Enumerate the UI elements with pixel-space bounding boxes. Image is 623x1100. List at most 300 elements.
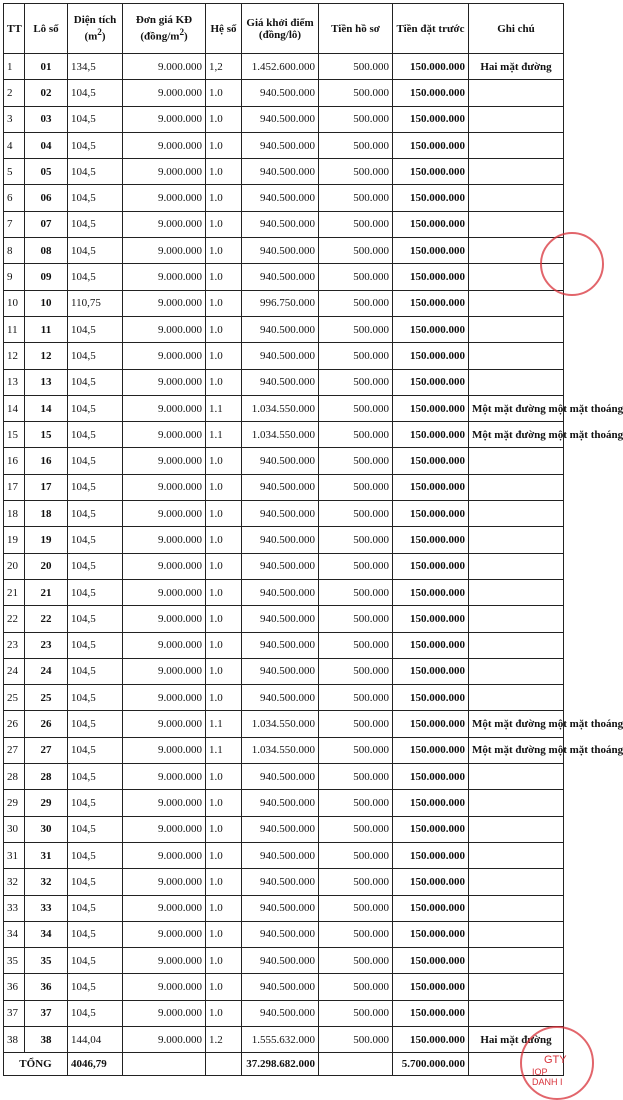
cell-unit-price: 9.000.000 — [123, 816, 206, 842]
cell-tt: 1 — [4, 54, 25, 80]
cell-area: 104,5 — [68, 343, 123, 369]
table-row — [4, 737, 564, 763]
cell-area: 134,5 — [68, 54, 123, 80]
header-lot: Lô số — [25, 4, 68, 54]
cell-coefficient: 1.0 — [206, 948, 242, 974]
cell-file-fee: 500.000 — [319, 343, 393, 369]
cell-start-price: 1.452.600.000 — [242, 54, 319, 80]
cell-deposit: 150.000.000 — [393, 764, 469, 790]
cell-area: 104,5 — [68, 474, 123, 500]
cell-tt: 21 — [4, 579, 25, 605]
cell-tt: 16 — [4, 448, 25, 474]
cell-unit-price: 9.000.000 — [123, 80, 206, 106]
cell-start-price: 940.500.000 — [242, 895, 319, 921]
cell-file-fee: 500.000 — [319, 790, 393, 816]
cell-lot: 14 — [25, 395, 68, 421]
cell-file-fee: 500.000 — [319, 264, 393, 290]
cell-note: Một mặt đường một mặt thoáng — [469, 711, 564, 737]
cell-start-price: 940.500.000 — [242, 579, 319, 605]
table-row — [4, 132, 564, 158]
cell-lot: 19 — [25, 527, 68, 553]
cell-area: 104,5 — [68, 211, 123, 237]
cell-unit-price: 9.000.000 — [123, 211, 206, 237]
cell-coefficient: 1.0 — [206, 869, 242, 895]
cell-area: 104,5 — [68, 501, 123, 527]
cell-area: 104,5 — [68, 316, 123, 342]
cell-area: 104,5 — [68, 974, 123, 1000]
cell-file-fee: 500.000 — [319, 395, 393, 421]
cell-file-fee: 500.000 — [319, 711, 393, 737]
cell-file-fee: 500.000 — [319, 974, 393, 1000]
cell-area: 104,5 — [68, 527, 123, 553]
cell-note: Hai mặt đường — [469, 1026, 564, 1052]
cell-start-price: 940.500.000 — [242, 343, 319, 369]
cell-file-fee: 500.000 — [319, 685, 393, 711]
cell-start-price: 940.500.000 — [242, 527, 319, 553]
table-row — [4, 501, 564, 527]
cell-file-fee: 500.000 — [319, 816, 393, 842]
cell-note — [469, 579, 564, 605]
cell-note — [469, 790, 564, 816]
cell-lot: 07 — [25, 211, 68, 237]
cell-file-fee: 500.000 — [319, 895, 393, 921]
cell-area: 104,5 — [68, 369, 123, 395]
cell-lot: 09 — [25, 264, 68, 290]
cell-unit-price: 9.000.000 — [123, 869, 206, 895]
cell-lot: 05 — [25, 159, 68, 185]
cell-tt: 25 — [4, 685, 25, 711]
cell-area: 104,5 — [68, 238, 123, 264]
cell-coefficient: 1.1 — [206, 395, 242, 421]
header-tt: TT — [4, 4, 25, 54]
cell-unit-price: 9.000.000 — [123, 1026, 206, 1052]
cell-unit-price: 9.000.000 — [123, 54, 206, 80]
cell-tt: 2 — [4, 80, 25, 106]
header-unit-price: Đơn giá KĐ $(đồng/m^2)$ — [123, 4, 206, 54]
cell-coefficient: 1.0 — [206, 132, 242, 158]
cell-start-price: 940.500.000 — [242, 790, 319, 816]
cell-tt: 31 — [4, 842, 25, 868]
cell-tt: 37 — [4, 1000, 25, 1026]
cell-tt: 19 — [4, 527, 25, 553]
table-row — [4, 790, 564, 816]
cell-file-fee: 500.000 — [319, 869, 393, 895]
cell-coefficient: 1.0 — [206, 106, 242, 132]
table-row — [4, 764, 564, 790]
cell-start-price: 940.500.000 — [242, 185, 319, 211]
cell-coefficient: 1.1 — [206, 422, 242, 448]
stamp-text-line1: GTY — [544, 1054, 567, 1066]
cell-unit-price: 9.000.000 — [123, 632, 206, 658]
cell-lot: 37 — [25, 1000, 68, 1026]
cell-coefficient: 1.0 — [206, 658, 242, 684]
cell-start-price: 940.500.000 — [242, 816, 319, 842]
cell-deposit: 150.000.000 — [393, 474, 469, 500]
table-row — [4, 238, 564, 264]
cell-tt: 33 — [4, 895, 25, 921]
cell-tt: 20 — [4, 553, 25, 579]
cell-start-price: 996.750.000 — [242, 290, 319, 316]
cell-area: 104,5 — [68, 816, 123, 842]
cell-tt: 10 — [4, 290, 25, 316]
cell-unit-price: 9.000.000 — [123, 501, 206, 527]
table-row — [4, 54, 564, 80]
cell-unit-price: 9.000.000 — [123, 1000, 206, 1026]
cell-file-fee: 500.000 — [319, 948, 393, 974]
cell-file-fee: 500.000 — [319, 80, 393, 106]
cell-file-fee: 500.000 — [319, 422, 393, 448]
cell-tt: 6 — [4, 185, 25, 211]
cell-deposit: 150.000.000 — [393, 316, 469, 342]
cell-area: 104,5 — [68, 159, 123, 185]
cell-coefficient: 1.0 — [206, 685, 242, 711]
cell-deposit: 150.000.000 — [393, 737, 469, 763]
cell-lot: 06 — [25, 185, 68, 211]
cell-lot: 08 — [25, 238, 68, 264]
cell-lot: 32 — [25, 869, 68, 895]
header-start-price: Giá khởi điểm (đồng/lô) — [242, 4, 319, 54]
cell-note — [469, 106, 564, 132]
cell-tt: 4 — [4, 132, 25, 158]
cell-deposit: 150.000.000 — [393, 1000, 469, 1026]
cell-unit-price: 9.000.000 — [123, 395, 206, 421]
cell-start-price: 940.500.000 — [242, 316, 319, 342]
cell-start-price: 940.500.000 — [242, 764, 319, 790]
table-row — [4, 264, 564, 290]
cell-tt: 38 — [4, 1026, 25, 1052]
cell-area: 104,5 — [68, 658, 123, 684]
cell-lot: 31 — [25, 842, 68, 868]
cell-unit-price: 9.000.000 — [123, 474, 206, 500]
table-row — [4, 579, 564, 605]
cell-area: 144,04 — [68, 1026, 123, 1052]
cell-coefficient: 1.0 — [206, 80, 242, 106]
cell-start-price: 940.500.000 — [242, 921, 319, 947]
cell-coefficient: 1.0 — [206, 185, 242, 211]
cell-start-price: 940.500.000 — [242, 553, 319, 579]
cell-file-fee: 500.000 — [319, 290, 393, 316]
total-empty-fee — [319, 1053, 393, 1076]
cell-coefficient: 1.0 — [206, 842, 242, 868]
cell-unit-price: 9.000.000 — [123, 264, 206, 290]
cell-unit-price: 9.000.000 — [123, 711, 206, 737]
cell-deposit: 150.000.000 — [393, 343, 469, 369]
cell-unit-price: 9.000.000 — [123, 921, 206, 947]
cell-unit-price: 9.000.000 — [123, 764, 206, 790]
cell-deposit: 150.000.000 — [393, 685, 469, 711]
cell-start-price: 1.555.632.000 — [242, 1026, 319, 1052]
cell-area: 104,5 — [68, 80, 123, 106]
table-row — [4, 948, 564, 974]
cell-file-fee: 500.000 — [319, 658, 393, 684]
cell-lot: 33 — [25, 895, 68, 921]
cell-tt: 24 — [4, 658, 25, 684]
cell-area: 104,5 — [68, 264, 123, 290]
cell-start-price: 940.500.000 — [242, 632, 319, 658]
table-row — [4, 211, 564, 237]
cell-tt: 18 — [4, 501, 25, 527]
table-row — [4, 159, 564, 185]
cell-coefficient: 1.0 — [206, 816, 242, 842]
cell-deposit: 150.000.000 — [393, 553, 469, 579]
cell-lot: 15 — [25, 422, 68, 448]
cell-start-price: 1.034.550.000 — [242, 711, 319, 737]
cell-lot: 29 — [25, 790, 68, 816]
cell-lot: 04 — [25, 132, 68, 158]
cell-lot: 22 — [25, 606, 68, 632]
table-row — [4, 422, 564, 448]
cell-lot: 18 — [25, 501, 68, 527]
cell-coefficient: 1.0 — [206, 159, 242, 185]
cell-note — [469, 685, 564, 711]
cell-unit-price: 9.000.000 — [123, 948, 206, 974]
cell-note — [469, 632, 564, 658]
cell-start-price: 940.500.000 — [242, 606, 319, 632]
cell-coefficient: 1.0 — [206, 211, 242, 237]
cell-note: Một mặt đường một mặt thoáng — [469, 737, 564, 763]
cell-note — [469, 658, 564, 684]
cell-lot: 25 — [25, 685, 68, 711]
cell-deposit: 150.000.000 — [393, 395, 469, 421]
cell-note — [469, 606, 564, 632]
cell-tt: 26 — [4, 711, 25, 737]
cell-area: 110,75 — [68, 290, 123, 316]
cell-deposit: 150.000.000 — [393, 54, 469, 80]
cell-note — [469, 842, 564, 868]
cell-note — [469, 211, 564, 237]
cell-file-fee: 500.000 — [319, 606, 393, 632]
cell-deposit: 150.000.000 — [393, 974, 469, 1000]
table-row — [4, 553, 564, 579]
cell-unit-price: 9.000.000 — [123, 553, 206, 579]
cell-coefficient: 1.0 — [206, 579, 242, 605]
cell-tt: 12 — [4, 343, 25, 369]
cell-file-fee: 500.000 — [319, 527, 393, 553]
cell-deposit: 150.000.000 — [393, 80, 469, 106]
cell-file-fee: 500.000 — [319, 211, 393, 237]
table-row — [4, 816, 564, 842]
header-note: Ghi chú — [469, 4, 564, 54]
cell-start-price: 940.500.000 — [242, 948, 319, 974]
cell-area: 104,5 — [68, 132, 123, 158]
cell-start-price: 940.500.000 — [242, 1000, 319, 1026]
cell-file-fee: 500.000 — [319, 1026, 393, 1052]
cell-tt: 30 — [4, 816, 25, 842]
cell-area: 104,5 — [68, 711, 123, 737]
cell-start-price: 940.500.000 — [242, 448, 319, 474]
total-deposit: 5.700.000.000 — [393, 1053, 469, 1076]
cell-note — [469, 974, 564, 1000]
cell-deposit: 150.000.000 — [393, 606, 469, 632]
cell-file-fee: 500.000 — [319, 106, 393, 132]
cell-deposit: 150.000.000 — [393, 790, 469, 816]
cell-note — [469, 895, 564, 921]
cell-deposit: 150.000.000 — [393, 132, 469, 158]
cell-lot: 03 — [25, 106, 68, 132]
land-lot-table — [3, 3, 623, 1076]
cell-note — [469, 474, 564, 500]
table-row — [4, 658, 564, 684]
cell-deposit: 150.000.000 — [393, 369, 469, 395]
cell-start-price: 940.500.000 — [242, 211, 319, 237]
cell-file-fee: 500.000 — [319, 737, 393, 763]
header-file-fee: Tiền hồ sơ — [319, 4, 393, 54]
cell-area: 104,5 — [68, 106, 123, 132]
cell-file-fee: 500.000 — [319, 842, 393, 868]
cell-lot: 26 — [25, 711, 68, 737]
cell-unit-price: 9.000.000 — [123, 579, 206, 605]
cell-start-price: 940.500.000 — [242, 369, 319, 395]
cell-unit-price: 9.000.000 — [123, 685, 206, 711]
cell-start-price: 940.500.000 — [242, 264, 319, 290]
cell-tt: 14 — [4, 395, 25, 421]
cell-area: 104,5 — [68, 948, 123, 974]
table-row — [4, 632, 564, 658]
cell-note: Một mặt đường một mặt thoáng — [469, 395, 564, 421]
cell-lot: 34 — [25, 921, 68, 947]
cell-coefficient: 1.0 — [206, 606, 242, 632]
cell-file-fee: 500.000 — [319, 764, 393, 790]
cell-tt: 13 — [4, 369, 25, 395]
cell-coefficient: 1.2 — [206, 1026, 242, 1052]
header-coefficient: Hệ số — [206, 4, 242, 54]
cell-lot: 20 — [25, 553, 68, 579]
cell-area: 104,5 — [68, 842, 123, 868]
cell-unit-price: 9.000.000 — [123, 343, 206, 369]
cell-deposit: 150.000.000 — [393, 159, 469, 185]
cell-unit-price: 9.000.000 — [123, 238, 206, 264]
cell-tt: 8 — [4, 238, 25, 264]
total-area: 4046,79 — [68, 1053, 123, 1076]
cell-coefficient: 1.0 — [206, 369, 242, 395]
cell-lot: 10 — [25, 290, 68, 316]
cell-tt: 11 — [4, 316, 25, 342]
cell-area: 104,5 — [68, 921, 123, 947]
cell-lot: 24 — [25, 658, 68, 684]
cell-file-fee: 500.000 — [319, 921, 393, 947]
table-row — [4, 448, 564, 474]
cell-tt: 5 — [4, 159, 25, 185]
cell-coefficient: 1.0 — [206, 448, 242, 474]
cell-deposit: 150.000.000 — [393, 211, 469, 237]
cell-note — [469, 553, 564, 579]
cell-file-fee: 500.000 — [319, 132, 393, 158]
cell-coefficient: 1.0 — [206, 474, 242, 500]
table-body — [4, 54, 623, 1053]
cell-start-price: 940.500.000 — [242, 974, 319, 1000]
stamp-text-line2: IOP DANH I — [532, 1067, 563, 1087]
table-row — [4, 974, 564, 1000]
cell-lot: 17 — [25, 474, 68, 500]
cell-deposit: 150.000.000 — [393, 869, 469, 895]
table-row — [4, 527, 564, 553]
cell-note — [469, 132, 564, 158]
cell-unit-price: 9.000.000 — [123, 527, 206, 553]
table-row — [4, 106, 564, 132]
table-row — [4, 711, 564, 737]
table-header-row — [4, 4, 564, 54]
table-row — [4, 290, 564, 316]
cell-deposit: 150.000.000 — [393, 106, 469, 132]
cell-coefficient: 1.0 — [206, 895, 242, 921]
cell-deposit: 150.000.000 — [393, 527, 469, 553]
cell-area: 104,5 — [68, 685, 123, 711]
cell-area: 104,5 — [68, 790, 123, 816]
table-row — [4, 869, 564, 895]
cell-tt: 7 — [4, 211, 25, 237]
cell-deposit: 150.000.000 — [393, 290, 469, 316]
cell-coefficient: 1.0 — [206, 790, 242, 816]
cell-note — [469, 369, 564, 395]
cell-unit-price: 9.000.000 — [123, 185, 206, 211]
cell-coefficient: 1.0 — [206, 553, 242, 579]
cell-deposit: 150.000.000 — [393, 448, 469, 474]
cell-area: 104,5 — [68, 606, 123, 632]
cell-tt: 9 — [4, 264, 25, 290]
cell-file-fee: 500.000 — [319, 316, 393, 342]
cell-unit-price: 9.000.000 — [123, 106, 206, 132]
cell-note — [469, 921, 564, 947]
cell-unit-price: 9.000.000 — [123, 132, 206, 158]
cell-deposit: 150.000.000 — [393, 185, 469, 211]
header-area: Diện tích $(m^2)$ — [68, 4, 123, 54]
cell-coefficient: 1.0 — [206, 632, 242, 658]
cell-file-fee: 500.000 — [319, 448, 393, 474]
cell-note — [469, 1000, 564, 1026]
table-row — [4, 474, 564, 500]
cell-area: 104,5 — [68, 448, 123, 474]
cell-lot: 01 — [25, 54, 68, 80]
table-row — [4, 921, 564, 947]
cell-file-fee: 500.000 — [319, 553, 393, 579]
cell-file-fee: 500.000 — [319, 474, 393, 500]
cell-note — [469, 343, 564, 369]
header-deposit: Tiền đặt trước — [393, 4, 469, 54]
cell-area: 104,5 — [68, 869, 123, 895]
cell-deposit: 150.000.000 — [393, 422, 469, 448]
cell-file-fee: 500.000 — [319, 159, 393, 185]
cell-note — [469, 869, 564, 895]
total-empty-unit — [123, 1053, 206, 1076]
cell-lot: 12 — [25, 343, 68, 369]
total-empty-coef — [206, 1053, 242, 1076]
cell-note — [469, 448, 564, 474]
cell-start-price: 940.500.000 — [242, 842, 319, 868]
cell-tt: 34 — [4, 921, 25, 947]
cell-start-price: 940.500.000 — [242, 474, 319, 500]
cell-tt: 29 — [4, 790, 25, 816]
cell-lot: 21 — [25, 579, 68, 605]
cell-coefficient: 1.0 — [206, 343, 242, 369]
cell-note — [469, 159, 564, 185]
cell-area: 104,5 — [68, 737, 123, 763]
cell-lot: 02 — [25, 80, 68, 106]
table-row — [4, 842, 564, 868]
cell-deposit: 150.000.000 — [393, 921, 469, 947]
cell-unit-price: 9.000.000 — [123, 658, 206, 684]
cell-start-price: 940.500.000 — [242, 159, 319, 185]
cell-deposit: 150.000.000 — [393, 501, 469, 527]
table-row — [4, 895, 564, 921]
cell-deposit: 150.000.000 — [393, 816, 469, 842]
cell-deposit: 150.000.000 — [393, 895, 469, 921]
cell-file-fee: 500.000 — [319, 54, 393, 80]
cell-start-price: 940.500.000 — [242, 658, 319, 684]
cell-coefficient: 1.0 — [206, 501, 242, 527]
cell-deposit: 150.000.000 — [393, 948, 469, 974]
cell-area: 104,5 — [68, 553, 123, 579]
cell-coefficient: 1.0 — [206, 264, 242, 290]
